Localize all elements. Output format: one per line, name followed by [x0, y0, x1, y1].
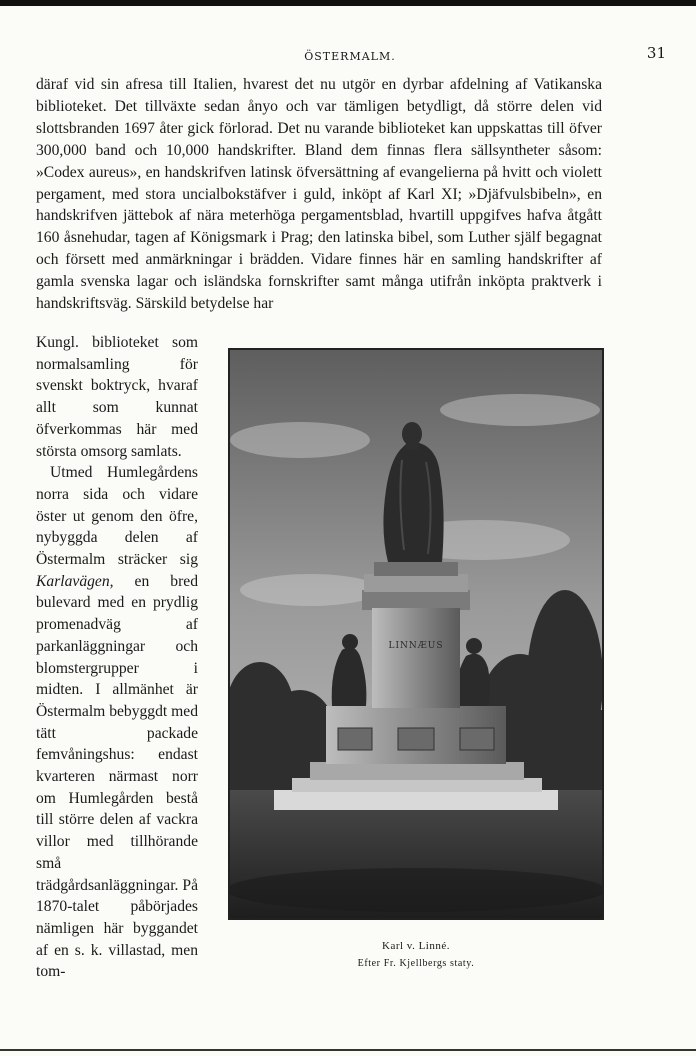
- bottom-border: [0, 1049, 696, 1051]
- monument-base: [326, 706, 506, 764]
- street-name: Karlavägen,: [36, 572, 114, 590]
- caption-credit: Efter Fr. Kjellbergs staty.: [357, 958, 475, 969]
- page-header: [30, 44, 670, 68]
- statue-illustration: [230, 350, 602, 918]
- caption-title: Karl v. Linné.: [382, 940, 450, 952]
- full-width-text: [36, 74, 602, 315]
- flowerbed: [230, 868, 602, 912]
- pedestal: [362, 562, 470, 708]
- paragraph-karlavagen: [36, 462, 198, 983]
- text-run: Utmed Humlegårdens norra sida och vidare öster ut genom den öfre, nybyggda delen af Östermalm sträcker sig: [36, 464, 198, 569]
- page-number: 31: [646, 44, 666, 62]
- monument-steps: [274, 762, 558, 810]
- top-border: [0, 0, 696, 6]
- statue-photograph: [228, 348, 604, 920]
- text-run: en bred bulevard med en prydlig promenadväg af parkanläggningar och blomstergrupper i midten. I allmänhet är Östermalm bebyggdt med tätt packade femvåningshus: endast kvarteren närmast norr om Humlegården bestå till större delen af vackra villor med tillhörande små trädgårdsanläggningar. På 1870-talet påbörjades nämligen här byggandet af en s. k. villastad, men tom-: [36, 572, 198, 981]
- paragraph-continued: Kungl. biblioteket som normalsamling för svenskt boktryck, hvaraf allt som kunnat öfverkommas här med största omsorg samlats.: [36, 334, 198, 460]
- figure-caption: [228, 940, 604, 969]
- paragraph: däraf vid sin afresa till Italien, hvarest det nu utgör en dyrbar afdelning af Vatikanska biblioteket. Det tillväxte sedan ånyo och var tämligen betydligt, då större delen vid slottsbranden 1697 åter gick förlorad. Det nu varande biblioteket kan uppskattas till öfver 300,000 band och 10,000 handskrifter. Bland dem finnas flera sällsyntheter såsom: »Codex aureus», en handskrifven latinsk öfversättning af evangelierna på hvitt och violett pergament, med stora uncialbokstäfver i guld, inköpt af Karl XI; »Djäfvulsbibeln», en handskrifven jättebok af nära meterhöga pergamentsblad, hvartill uppgifves hafva åtgått 160 åsnehudar, tagen af Königsmark i Prag; den latinska bibel, som Luther själf begagnat och försett med anmärkningar i brädden. Vidare finnes här en samling handskrifter af gamla svenska lagar och isländska fornskrifter samt många utifrån inköpta praktverk i handskriftsväg. Särskild betydelse har: [36, 76, 602, 313]
- running-head: ÖSTERMALM.: [304, 50, 396, 63]
- narrow-text-column: [36, 332, 198, 983]
- pedestal-inscription: LINNÆUS: [388, 641, 444, 651]
